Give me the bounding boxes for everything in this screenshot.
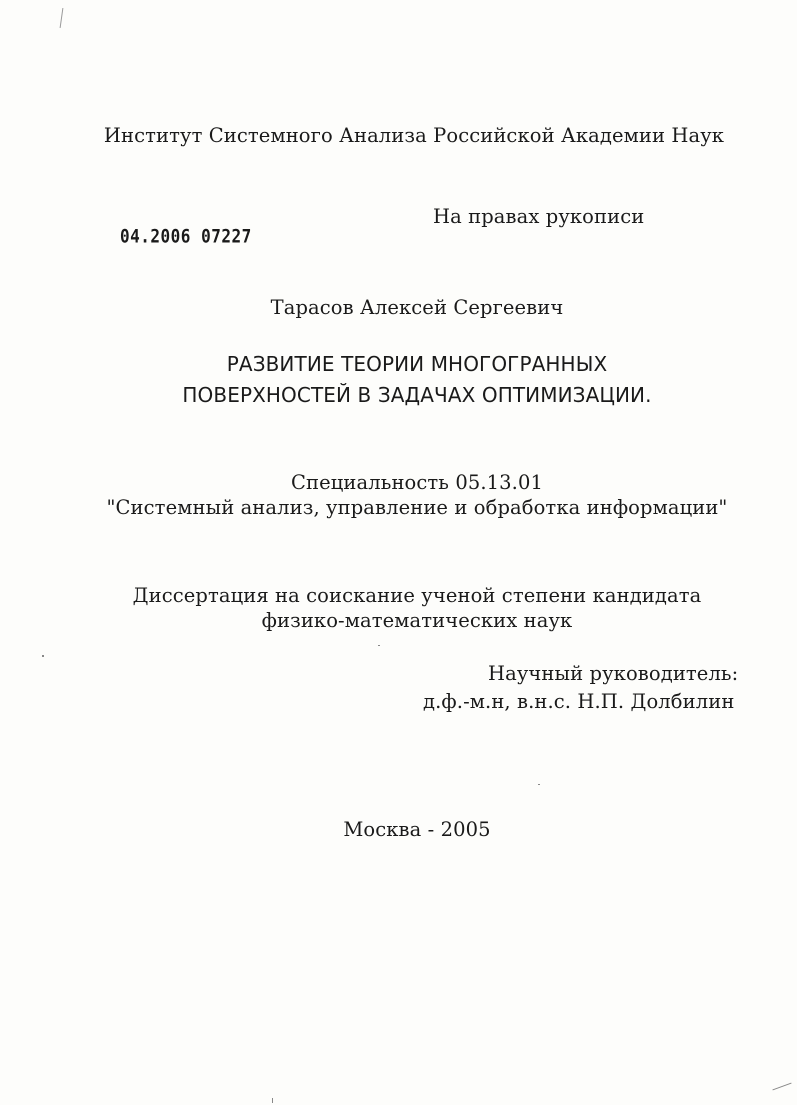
institute-name: Институт Системного Анализа Российской Академии Наук <box>103 124 725 147</box>
scan-pencil-mark <box>60 8 64 28</box>
degree-statement-line-2: физико-математических наук <box>261 609 573 632</box>
author-name: Тарасов Алексей Сергеевич <box>270 296 564 319</box>
scan-speck <box>772 1083 791 1091</box>
specialty-name: "Системный анализ, управление и обработка информации" <box>106 496 728 519</box>
scan-speck <box>42 655 44 657</box>
supervisor-label: Научный руководитель: <box>488 662 739 685</box>
city-year: Москва - 2005 <box>343 818 491 841</box>
thesis-title-line-1: РАЗВИТИЕ ТЕОРИИ МНОГОГРАННЫХ <box>226 352 608 376</box>
scan-speck <box>378 645 380 646</box>
registry-code-stamp: 04.2006 07227 <box>120 225 252 247</box>
degree-statement-line-1: Диссертация на соискание ученой степени кандидата <box>132 584 702 607</box>
scan-speck <box>272 1098 273 1103</box>
scan-speck <box>538 784 540 785</box>
rights-note: На правах рукописи <box>433 205 645 228</box>
specialty-code: Специальность 05.13.01 <box>291 471 543 494</box>
thesis-title-line-2: ПОВЕРХНОСТЕЙ В ЗАДАЧАХ ОПТИМИЗАЦИИ. <box>182 383 652 407</box>
supervisor-name: д.ф.-м.н, в.н.с. Н.П. Долбилин <box>423 690 735 713</box>
